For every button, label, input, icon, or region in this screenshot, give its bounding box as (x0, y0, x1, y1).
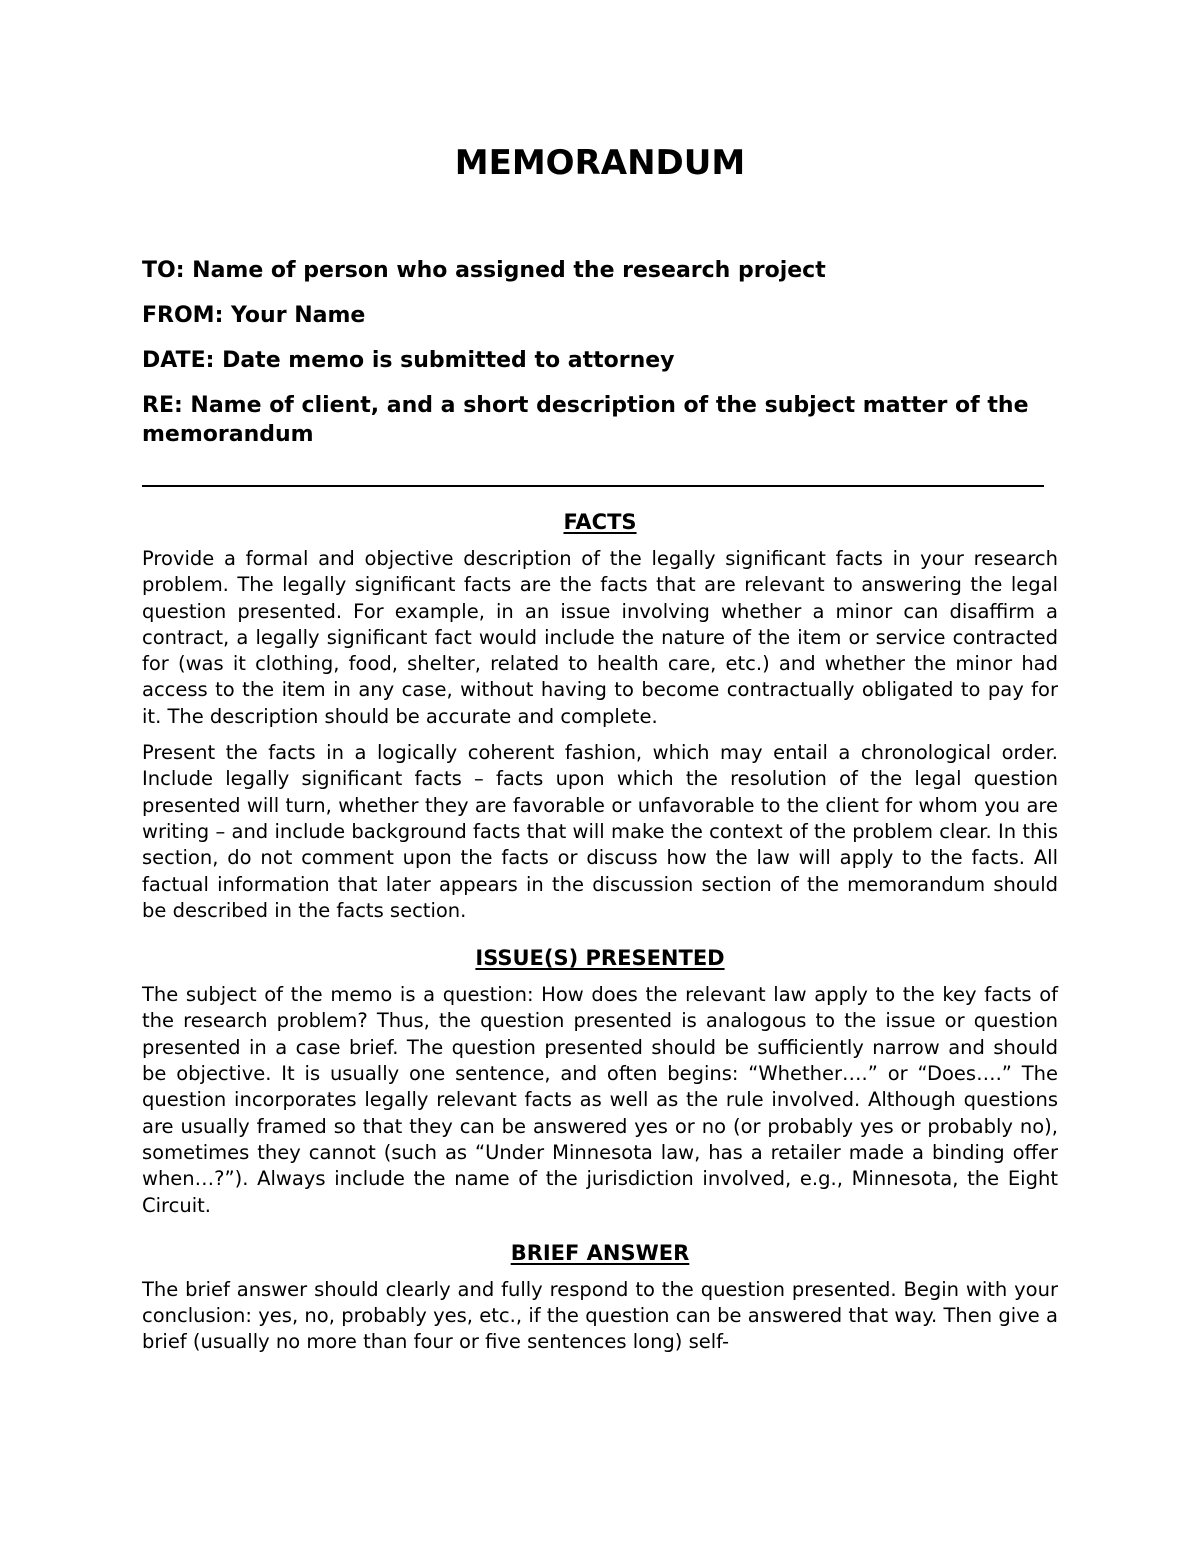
header-divider (142, 485, 1044, 487)
header-to: TO: Name of person who assigned the research project (142, 258, 826, 283)
header-date: DATE: Date memo is submitted to attorney (142, 348, 675, 373)
memo-title: MEMORANDUM (454, 143, 746, 183)
facts-paragraph: Present the facts in a logically coherent fashion, which may entail a chronological order. Include legally significant facts – facts upon which the resolution of the legal question presented will turn, whether they are favorable or unfavorable to the client for whom you are writing – and include background facts that will make the context of the problem clear. In this section, do not comment upon the facts or discuss how the law will apply to the facts. All factual information that later appears in the discussion section of the memorandum should be described in the facts section. (142, 741, 1058, 922)
facts-paragraph: Provide a formal and objective description of the legally significant facts in your research problem. The legally significant facts are the facts that are relevant to answering the legal question presented. For example, in an issue involving whether a minor can disaffirm a contract, a legally significant fact would include the nature of the item or service contracted for (was it clothing, food, shelter, related to health care, etc.) and whether the minor had access to the item in any case, without having to become contractually obligated to pay for it. The description should be accurate and complete. (142, 547, 1058, 728)
header-from: FROM: Your Name (142, 303, 366, 328)
memo-body (142, 504, 1058, 1372)
issues-paragraph: The subject of the memo is a question: How does the relevant law apply to the key facts of the research problem? Thus, the question presented is analogous to the issue or question presented in a case brief. The question presented should be sufficiently narrow and should be objective. It is usually one sentence, and often begins: “Whether….” or “Does….” The question incorporates legally relevant facts as well as the rule involved. Although questions are usually framed so that they can be answered yes or no (or probably yes or probably no), sometimes they cannot (such as “Under Minnesota law, has a retailer made a binding offer when…?”). Always include the name of the jurisdiction involved, e.g., Minnesota, the Eight Circuit. (142, 983, 1058, 1217)
brief-answer-heading: BRIEF ANSWER (510, 1240, 690, 1265)
memo-header (142, 256, 1058, 465)
facts-heading: FACTS (563, 510, 637, 534)
header-re: RE: Name of client, and a short description of the subject matter of the memorandum (142, 393, 1029, 447)
issues-heading: ISSUE(S) PRESENTED (475, 946, 725, 971)
brief-answer-paragraph: The brief answer should clearly and fully respond to the question presented. Begin with your conclusion: yes, no, probably yes, etc., if the question can be answered that way. Then give a brief (usually no more than four or five sentences long) self- (142, 1277, 1058, 1354)
